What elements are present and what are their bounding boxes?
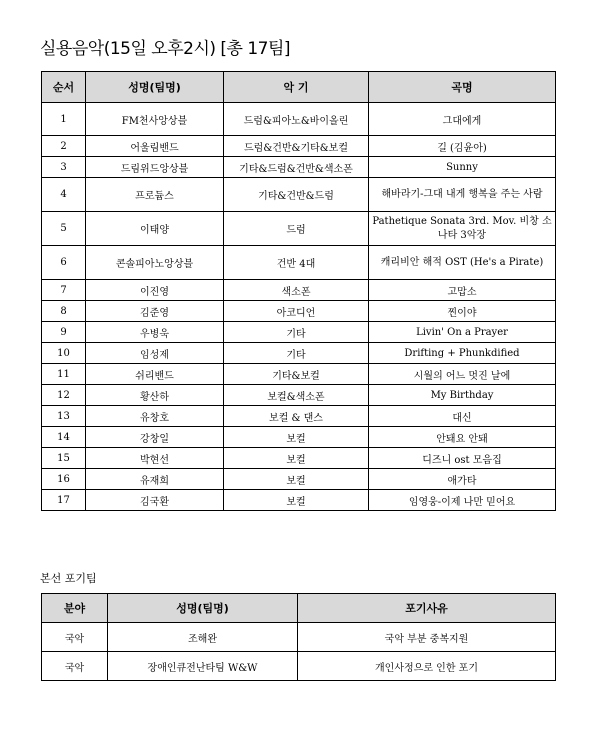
song-cell: 안돼요 안돼: [369, 427, 556, 448]
name-cell: 유창호: [86, 406, 224, 427]
instrument-cell: 드럼&피아노&바이올린: [224, 103, 369, 136]
song-cell: Pathetique Sonata 3rd. Mov. 비창 소나타 3악장: [369, 212, 556, 246]
song-cell: 길 (김윤아): [369, 136, 556, 157]
order-cell: 8: [42, 301, 86, 322]
header-name: 성명(팀명): [108, 594, 298, 623]
instrument-cell: 드럼&건반&기타&보컬: [224, 136, 369, 157]
table-row: [42, 406, 556, 427]
instrument-cell: 건반 4대: [224, 246, 369, 280]
name-cell: 강창일: [86, 427, 224, 448]
instrument-cell: 기타&보컬: [224, 364, 369, 385]
order-cell: 9: [42, 322, 86, 343]
instrument-cell: 보컬 & 댄스: [224, 406, 369, 427]
name-cell: 김준영: [86, 301, 224, 322]
table-row: [42, 157, 556, 178]
order-cell: 1: [42, 103, 86, 136]
song-cell: 시월의 어느 멋진 날에: [369, 364, 556, 385]
name-cell: 우병욱: [86, 322, 224, 343]
table-row: [42, 343, 556, 364]
instrument-cell: 아코디언: [224, 301, 369, 322]
order-cell: 12: [42, 385, 86, 406]
table-row: [42, 136, 556, 157]
name-cell: 쉬리밴드: [86, 364, 224, 385]
song-cell: Sunny: [369, 157, 556, 178]
header-name: 성명(팀명): [86, 72, 224, 103]
order-cell: 2: [42, 136, 86, 157]
order-cell: 11: [42, 364, 86, 385]
withdrawn-section-title: 본선 포기팀: [40, 572, 97, 585]
instrument-cell: 보컬: [224, 490, 369, 511]
order-cell: 6: [42, 246, 86, 280]
table-row: [42, 364, 556, 385]
instrument-cell: 보컬: [224, 448, 369, 469]
name-cell: FM천사앙상블: [86, 103, 224, 136]
instrument-cell: 보컬&색소폰: [224, 385, 369, 406]
table-row: [42, 301, 556, 322]
name-cell: 김국환: [86, 490, 224, 511]
name-cell: 어울림밴드: [86, 136, 224, 157]
instrument-cell: 보컬: [224, 427, 369, 448]
table-row: [42, 652, 556, 681]
table-header-row: [42, 594, 556, 623]
order-cell: 3: [42, 157, 86, 178]
order-cell: 4: [42, 178, 86, 212]
table-row: [42, 427, 556, 448]
order-cell: 10: [42, 343, 86, 364]
order-cell: 7: [42, 280, 86, 301]
song-cell: 디즈니 ost 모음집: [369, 448, 556, 469]
table-row: [42, 469, 556, 490]
name-cell: 황산하: [86, 385, 224, 406]
order-cell: 5: [42, 212, 86, 246]
table-row: [42, 178, 556, 212]
table-header-row: [42, 72, 556, 103]
header-song: 곡명: [369, 72, 556, 103]
withdrawn-table: [41, 593, 556, 681]
page-title: 실용음악(15일 오후2시) [총 17팀]: [40, 39, 291, 59]
table-row: [42, 322, 556, 343]
instrument-cell: 색소폰: [224, 280, 369, 301]
reason-cell: 국악 부분 중복지원: [298, 623, 556, 652]
name-cell: 장애인큐전난타팀 W&W: [108, 652, 298, 681]
instrument-cell: 기타&드럼&건반&색소폰: [224, 157, 369, 178]
song-cell: 대신: [369, 406, 556, 427]
table-row: [42, 280, 556, 301]
order-cell: 15: [42, 448, 86, 469]
order-cell: 16: [42, 469, 86, 490]
name-cell: 박현선: [86, 448, 224, 469]
header-order: 순서: [42, 72, 86, 103]
table-row: [42, 103, 556, 136]
instrument-cell: 기타&건반&드럼: [224, 178, 369, 212]
header-instrument: 악 기: [224, 72, 369, 103]
field-cell: 국악: [42, 652, 108, 681]
reason-cell: 개인사정으로 인한 포기: [298, 652, 556, 681]
table-row: [42, 212, 556, 246]
song-cell: 캐리비안 해적 OST (He's a Pirate): [369, 246, 556, 280]
header-field: 분야: [42, 594, 108, 623]
name-cell: 임성제: [86, 343, 224, 364]
table-row: [42, 448, 556, 469]
order-cell: 14: [42, 427, 86, 448]
song-cell: Drifting + Phunkdified: [369, 343, 556, 364]
song-cell: My Birthday: [369, 385, 556, 406]
name-cell: 이태양: [86, 212, 224, 246]
song-cell: 고맙소: [369, 280, 556, 301]
order-cell: 13: [42, 406, 86, 427]
song-cell: 찐이야: [369, 301, 556, 322]
song-cell: Livin' On a Prayer: [369, 322, 556, 343]
name-cell: 콘솔피아노앙상블: [86, 246, 224, 280]
name-cell: 유재희: [86, 469, 224, 490]
name-cell: 조해완: [108, 623, 298, 652]
table-row: [42, 246, 556, 280]
song-cell: 해바라기-그대 내게 행복을 주는 사람: [369, 178, 556, 212]
table-row: [42, 490, 556, 511]
name-cell: 이진영: [86, 280, 224, 301]
song-cell: 임영웅-이제 나만 믿어요: [369, 490, 556, 511]
instrument-cell: 드럼: [224, 212, 369, 246]
song-cell: 애가타: [369, 469, 556, 490]
performance-table: [41, 71, 556, 511]
table-row: [42, 385, 556, 406]
header-reason: 포기사유: [298, 594, 556, 623]
name-cell: 프로듐스: [86, 178, 224, 212]
field-cell: 국악: [42, 623, 108, 652]
name-cell: 드림위드앙상블: [86, 157, 224, 178]
instrument-cell: 보컬: [224, 469, 369, 490]
instrument-cell: 기타: [224, 322, 369, 343]
instrument-cell: 기타: [224, 343, 369, 364]
order-cell: 17: [42, 490, 86, 511]
table-row: [42, 623, 556, 652]
song-cell: 그대에게: [369, 103, 556, 136]
